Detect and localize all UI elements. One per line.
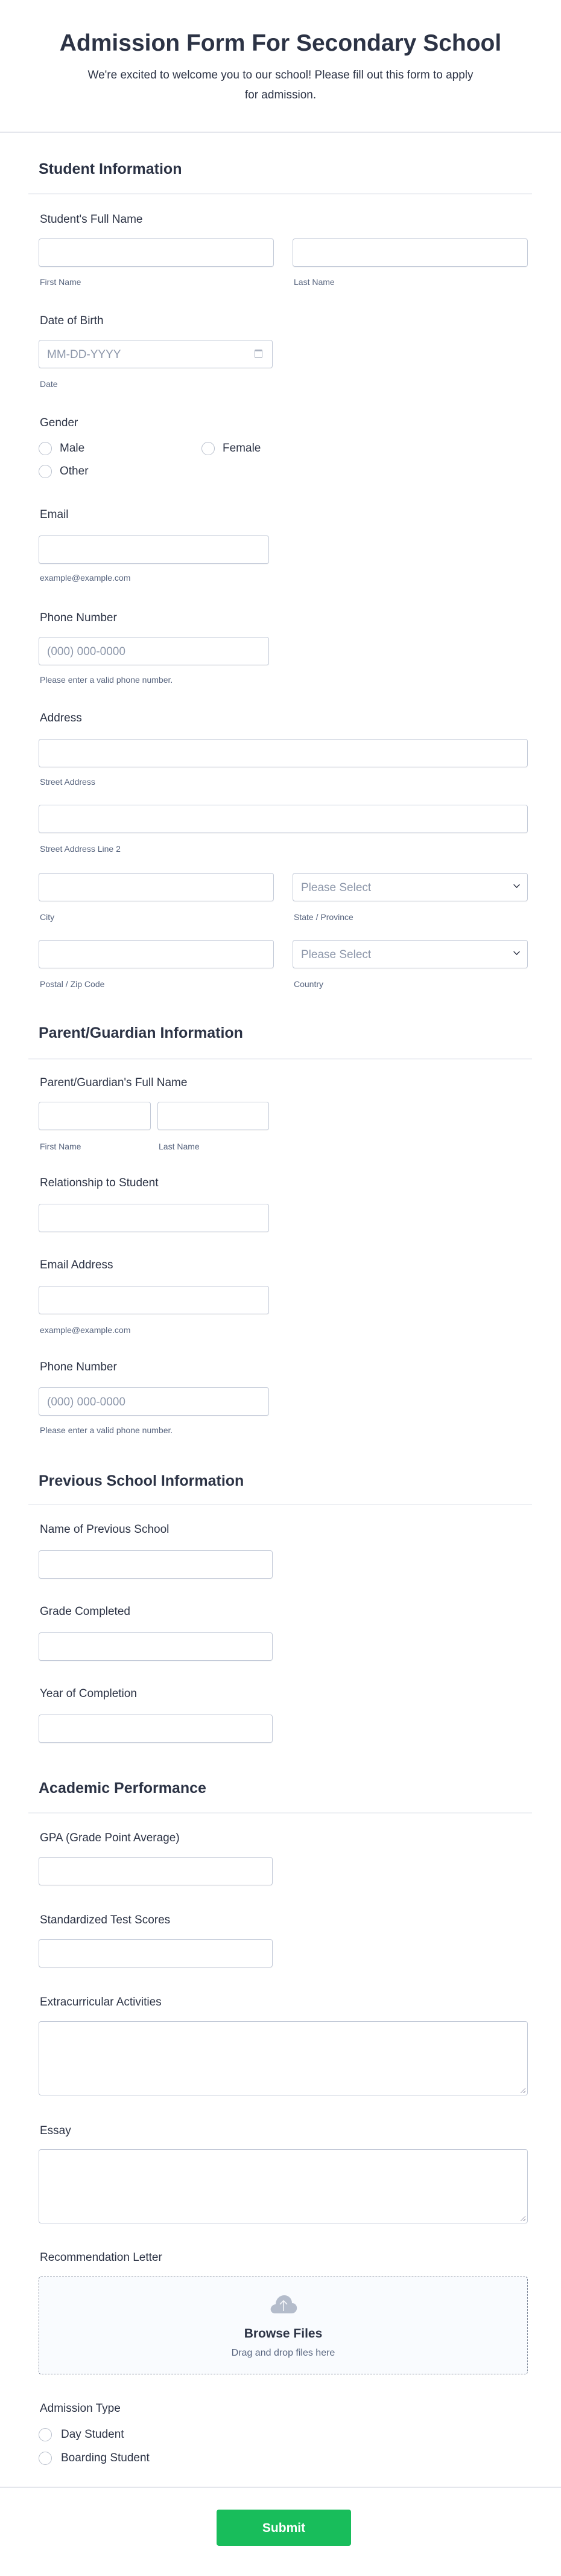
extracurricular-textarea[interactable] xyxy=(39,2021,528,2095)
state-sublabel: State / Province xyxy=(294,912,353,922)
gender-female-label[interactable]: Female xyxy=(223,442,261,455)
grade-completed-input[interactable] xyxy=(39,1632,273,1661)
section-heading-academic: Academic Performance xyxy=(39,1780,206,1797)
last-name-sublabel: Last Name xyxy=(294,277,335,287)
parent-first-name-input[interactable] xyxy=(39,1102,151,1130)
chevron-down-icon xyxy=(513,881,520,888)
page-subtitle: We're excited to welcome you to our school! Please fill out this form to apply for admission. xyxy=(87,69,474,101)
previous-school-label: Name of Previous School xyxy=(40,1523,170,1536)
phone-input[interactable] xyxy=(39,637,269,665)
extracurricular-label: Extracurricular Activities xyxy=(40,1996,162,2009)
submit-button[interactable]: Submit xyxy=(217,2510,351,2546)
parent-phone-placeholder: (000) 000-0000 xyxy=(47,1396,125,1408)
parent-email-input[interactable] xyxy=(39,1286,269,1314)
boarding-student-radio[interactable] xyxy=(39,2452,52,2465)
recommendation-label: Recommendation Letter xyxy=(40,2251,162,2264)
file-dropzone[interactable] xyxy=(39,2277,528,2374)
country-select[interactable] xyxy=(293,940,528,968)
parent-last-sublabel: Last Name xyxy=(159,1142,200,1151)
relationship-label: Relationship to Student xyxy=(40,1177,159,1189)
gender-other-radio[interactable] xyxy=(39,465,52,478)
parent-full-name-label: Parent/Guardian's Full Name xyxy=(40,1076,188,1089)
city-input[interactable] xyxy=(39,873,274,901)
student-first-name-input[interactable] xyxy=(39,238,274,267)
gender-female-radio[interactable] xyxy=(201,442,215,455)
phone-placeholder: (000) 000-0000 xyxy=(47,645,125,658)
postal-input[interactable] xyxy=(39,940,274,968)
country-sublabel: Country xyxy=(294,979,324,989)
parent-email-sublabel: example@example.com xyxy=(40,1325,131,1335)
previous-school-input[interactable] xyxy=(39,1550,273,1579)
street-address-2-input[interactable] xyxy=(39,805,528,833)
address-label: Address xyxy=(40,712,82,724)
parent-last-name-input[interactable] xyxy=(157,1102,269,1130)
street-address-sublabel: Street Address xyxy=(40,777,95,787)
gpa-label: GPA (Grade Point Average) xyxy=(40,1832,180,1844)
gender-other-label[interactable]: Other xyxy=(60,465,89,478)
section-divider xyxy=(28,193,532,194)
country-placeholder: Please Select xyxy=(301,948,372,961)
chevron-down-icon xyxy=(513,948,520,955)
section-heading-previous: Previous School Information xyxy=(39,1472,244,1489)
section-heading-student: Student Information xyxy=(39,161,182,177)
page-title: Admission Form For Secondary School xyxy=(59,30,502,56)
section-heading-parent: Parent/Guardian Information xyxy=(39,1024,243,1041)
student-last-name-input[interactable] xyxy=(293,238,528,267)
email-label: Email xyxy=(40,508,69,521)
gpa-input[interactable] xyxy=(39,1857,273,1885)
street-address-input[interactable] xyxy=(39,739,528,767)
essay-textarea[interactable] xyxy=(39,2149,528,2223)
parent-email-label: Email Address xyxy=(40,1259,113,1271)
email-input[interactable] xyxy=(39,535,269,564)
day-student-radio[interactable] xyxy=(39,2428,52,2441)
dob-placeholder: MM-DD-YYYY xyxy=(47,348,121,361)
parent-phone-input[interactable] xyxy=(39,1387,269,1416)
browse-files-link[interactable]: Browse Files xyxy=(244,2327,323,2341)
resize-handle-icon[interactable] xyxy=(521,2216,525,2221)
first-name-sublabel: First Name xyxy=(40,277,81,287)
calendar-icon[interactable] xyxy=(255,350,262,358)
parent-phone-sublabel: Please enter a valid phone number. xyxy=(40,1425,173,1435)
test-scores-label: Standardized Test Scores xyxy=(40,1914,171,1926)
grade-completed-label: Grade Completed xyxy=(40,1605,130,1618)
drag-drop-hint: Drag and drop files here xyxy=(231,2348,335,2358)
section-divider xyxy=(28,1058,532,1059)
relationship-input[interactable] xyxy=(39,1204,269,1232)
postal-sublabel: Postal / Zip Code xyxy=(40,979,105,989)
state-placeholder: Please Select xyxy=(301,881,372,894)
dob-input[interactable] xyxy=(39,340,273,368)
phone-label: Phone Number xyxy=(40,612,117,624)
day-student-label[interactable]: Day Student xyxy=(61,2428,124,2441)
gender-male-radio[interactable] xyxy=(39,442,52,455)
dob-label: Date of Birth xyxy=(40,315,104,327)
street-address-2-sublabel: Street Address Line 2 xyxy=(40,844,121,854)
gender-male-label[interactable]: Male xyxy=(60,442,85,455)
email-sublabel: example@example.com xyxy=(40,573,131,583)
year-completion-label: Year of Completion xyxy=(40,1687,137,1700)
phone-sublabel: Please enter a valid phone number. xyxy=(40,675,173,685)
section-divider xyxy=(28,1504,532,1505)
student-full-name-label: Student's Full Name xyxy=(40,213,143,226)
essay-label: Essay xyxy=(40,2124,71,2137)
dob-sublabel: Date xyxy=(40,379,58,389)
section-divider xyxy=(28,1812,532,1814)
cloud-upload-icon xyxy=(269,2293,298,2315)
parent-phone-label: Phone Number xyxy=(40,1361,117,1373)
year-completion-input[interactable] xyxy=(39,1715,273,1743)
boarding-student-label[interactable]: Boarding Student xyxy=(61,2452,150,2464)
state-select[interactable] xyxy=(293,873,528,901)
header-divider xyxy=(0,132,561,133)
admission-type-label: Admission Type xyxy=(40,2402,121,2415)
resize-handle-icon[interactable] xyxy=(521,2088,525,2093)
gender-label: Gender xyxy=(40,417,78,429)
test-scores-input[interactable] xyxy=(39,1939,273,1967)
footer-divider xyxy=(0,2487,561,2488)
city-sublabel: City xyxy=(40,912,55,922)
parent-first-sublabel: First Name xyxy=(40,1142,81,1151)
